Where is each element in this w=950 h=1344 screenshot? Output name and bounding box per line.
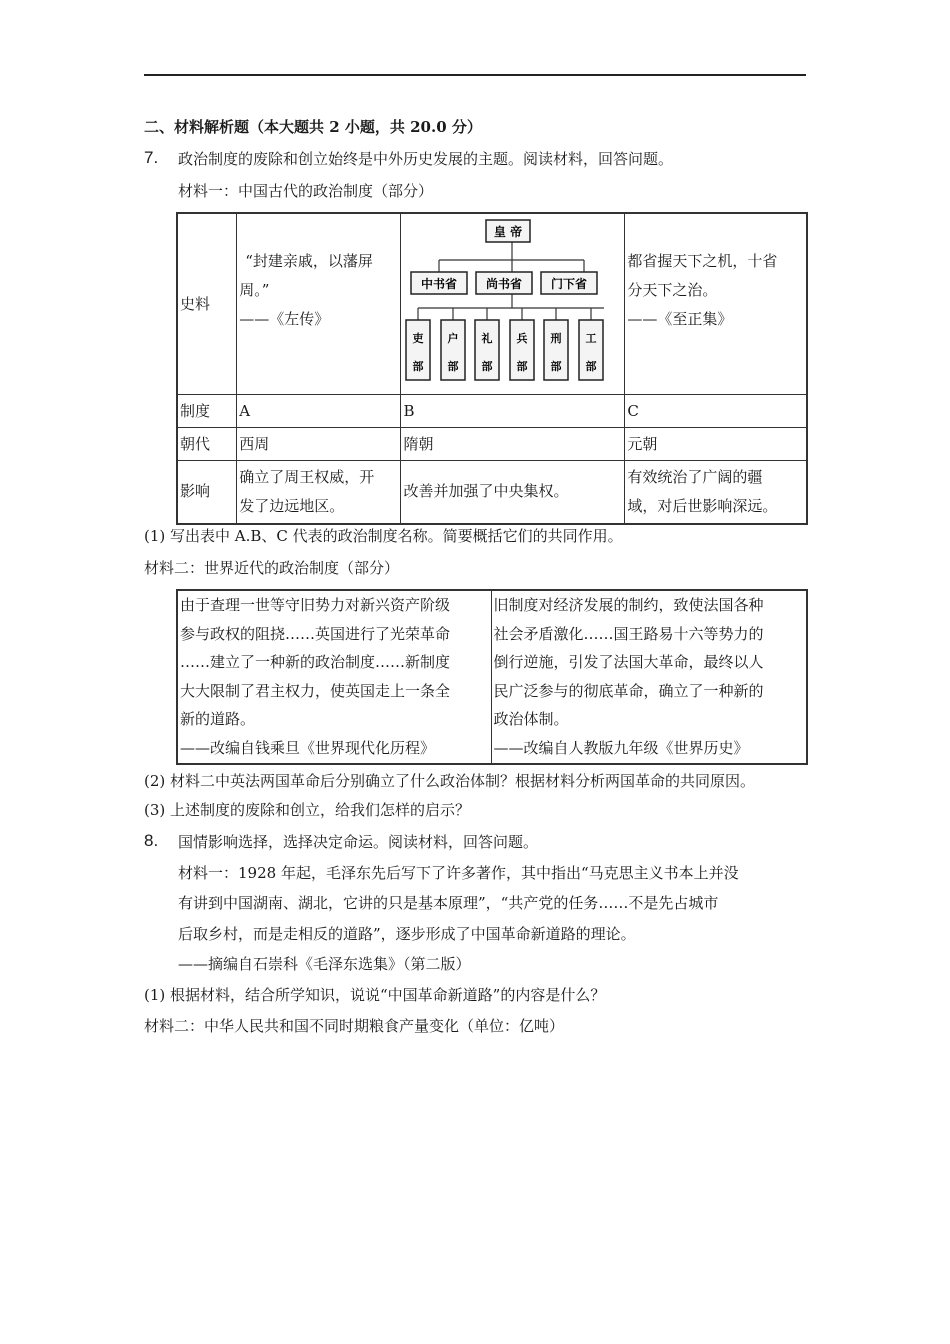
q7-sub3: (3) 上述制度的废除和创立，给我们怎样的启示？: [144, 801, 471, 819]
impact-c-line2: 域，对后世影响深远。: [627, 496, 778, 515]
source-a: [237, 213, 401, 395]
q7-sub1: (1) 写出表中 A.B、C 代表的政治制度名称。简要概括它们的共同作用。: [144, 527, 623, 545]
dynasty-b: 隋朝: [401, 428, 625, 461]
ministry-li-2: 部: [412, 360, 424, 373]
emperor-label: 皇 帝: [494, 225, 523, 239]
ministry-works-2: 部: [585, 360, 597, 373]
q8-material1-line1: 材料一：1928 年起，毛泽东先后写下了许多著作，其中指出“马克思主义书本上并没: [178, 864, 739, 882]
impact-a-line2: 发了边远地区。: [239, 496, 345, 515]
q7-number: 7.: [144, 148, 159, 167]
impact-c: [625, 461, 807, 524]
ministry-rites-2: 部: [481, 360, 493, 373]
q8-material2-title: 材料二：中华人民共和国不同时期粮食产量变化（单位：亿吨）: [144, 1017, 565, 1035]
france-line4: 民广泛参与的彻底革命，确立了一种新的: [493, 681, 764, 700]
ministry-boxes: [406, 320, 603, 380]
france-line5: 政治体制。: [493, 710, 569, 729]
england-line3: ……建立了一种新的政治制度……新制度: [180, 653, 451, 672]
modern-systems-table: [176, 589, 808, 765]
q8-material1-line3: 后取乡村，而是走相反的道路”，逐步形成了中国革命新道路的理论。: [178, 925, 636, 943]
ministry-war-1: 兵: [516, 332, 528, 345]
france-cite: ——改编自人教版九年级《世界历史》: [493, 738, 749, 757]
france-line2: 社会矛盾激化……国王路易十六等势力的: [493, 624, 764, 643]
ministry-justice-2: 部: [550, 360, 562, 373]
row-label-impact: 影响: [177, 461, 237, 524]
source-a-cite: ——《左传》: [239, 309, 330, 328]
q7-sub2: (2) 材料二中英法两国革命后分别确立了什么政治体制？根据材料分析两国革命的共同原因。: [144, 772, 756, 790]
ministry-war-2: 部: [516, 360, 528, 373]
source-c-line2: 分天下之治。: [627, 280, 718, 299]
q7-stem: 政治制度的废除和创立始终是中外历史发展的主题。阅读材料，回答问题。: [178, 150, 674, 168]
ministry-hu-1: 户: [447, 332, 459, 345]
dynasty-c: 元朝: [625, 428, 807, 461]
impact-a-line1: 确立了周王权威，开: [239, 467, 375, 486]
source-b-diagram: [401, 213, 625, 395]
england-cite: ——改编自钱乘旦《世界现代化历程》: [180, 738, 436, 757]
ministry-works-1: 工: [585, 332, 597, 345]
shangshu-label: 尚书省: [486, 277, 523, 291]
system-a: A: [237, 395, 401, 428]
source-a-line1: “封建亲戚，以藩屏: [245, 251, 373, 270]
department-boxes: [411, 272, 597, 294]
row-label-source: 史料: [177, 213, 237, 395]
england-line5: 新的道路。: [180, 710, 256, 729]
ministry-li-1: 吏: [412, 332, 424, 345]
ancient-systems-table: [176, 212, 808, 525]
menxia-label: 门下省: [551, 277, 588, 291]
impact-b: 改善并加强了中央集权。: [401, 461, 625, 524]
ministry-justice-1: 刑: [550, 332, 562, 345]
source-c: [625, 213, 807, 395]
q8-stem: 国情影响选择，选择决定命运。阅读材料，回答问题。: [178, 833, 539, 851]
system-b: B: [401, 395, 625, 428]
q7-material2-title: 材料二：世界近代的政治制度（部分）: [144, 559, 400, 577]
source-c-line1: 都省握天下之机，十省: [627, 251, 778, 270]
france-line3: 倒行逆施，引发了法国大革命，最终以人: [493, 653, 764, 672]
dynasty-a: 西周: [237, 428, 401, 461]
source-a-line2: 周。”: [239, 280, 270, 299]
ministry-hu-2: 部: [447, 360, 459, 373]
q8-number: 8.: [144, 831, 159, 850]
row-label-dynasty: 朝代: [177, 428, 237, 461]
zhongshu-label: 中书省: [421, 277, 458, 291]
france-line1: 旧制度对经济发展的制约，致使法国各种: [493, 596, 764, 614]
england-line4: 大大限制了君主权力，使英国走上一条全: [180, 681, 451, 700]
france-source: [491, 590, 807, 764]
q8-sub1: (1) 根据材料，结合所学知识，说说“中国革命新道路”的内容是什么？: [144, 986, 606, 1004]
row-label-system: 制度: [177, 395, 237, 428]
header-rule: [144, 74, 806, 76]
england-source: [177, 590, 491, 764]
q8-material1-line2: 有讲到中国湖南、湖北，它讲的只是基本原理”，“共产党的任务……不是先占城市: [178, 894, 719, 912]
q8-material1-cite: ——摘编自石崇科《毛泽东选集》（第二版）: [178, 955, 471, 973]
england-line2: 参与政权的阻挠……英国进行了光荣革命: [180, 624, 451, 643]
three-departments-six-ministries-diagram: [401, 214, 623, 394]
system-c: C: [625, 395, 807, 428]
emperor-box: [486, 220, 530, 242]
ministry-rites-1: 礼: [481, 332, 493, 345]
source-c-cite: ——《至正集》: [627, 309, 733, 328]
england-line1: 由于查理一世等守旧势力对新兴资产阶级: [180, 596, 451, 614]
impact-c-line1: 有效统治了广阔的疆: [627, 467, 763, 486]
q7-material1-title: 材料一：中国古代的政治制度（部分）: [178, 182, 434, 200]
section-title: 二、材料解析题（本大题共 2 小题，共 20.0 分）: [144, 118, 482, 136]
impact-a: [237, 461, 401, 524]
